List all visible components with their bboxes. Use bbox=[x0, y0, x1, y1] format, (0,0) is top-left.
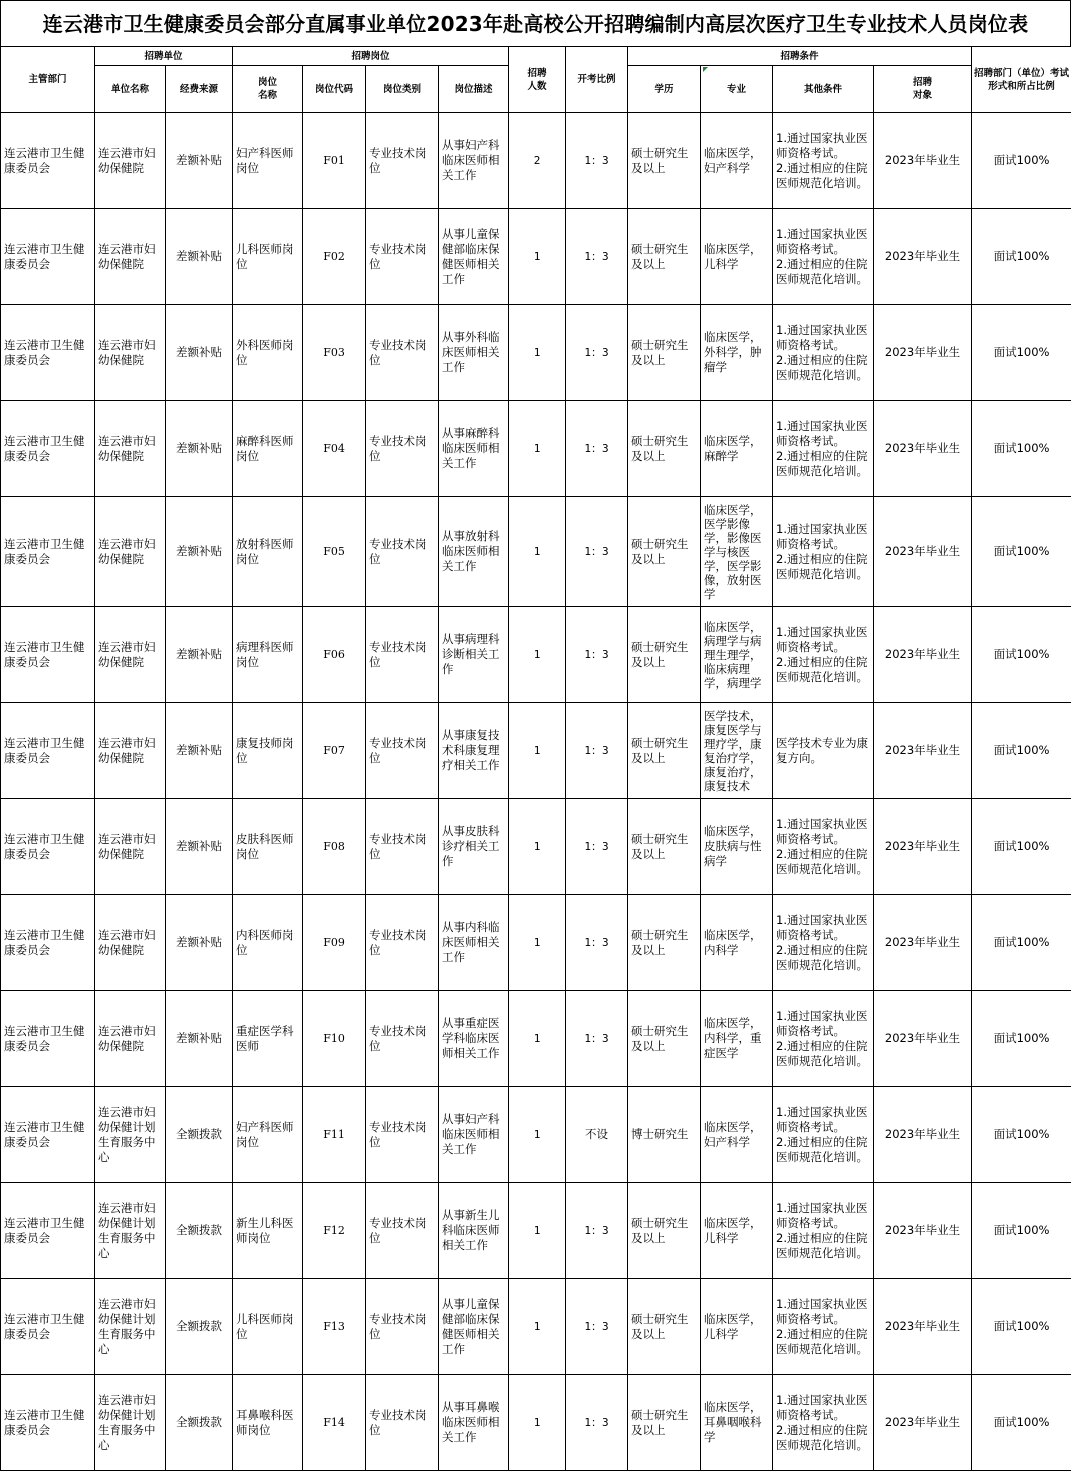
header-unit-group: 招聘单位 bbox=[95, 47, 233, 66]
count-cell: 1 bbox=[509, 401, 566, 497]
type-cell: 专业技术岗位 bbox=[366, 1087, 439, 1183]
type-cell: 专业技术岗位 bbox=[366, 799, 439, 895]
ratio-cell: 1：3 bbox=[566, 401, 628, 497]
funding-cell: 差额补贴 bbox=[166, 703, 233, 799]
major-cell: 临床医学，麻醉学 bbox=[701, 401, 773, 497]
dept-cell: 连云港市卫生健康委员会 bbox=[1, 1087, 95, 1183]
header-post-name: 岗位 名称 bbox=[233, 66, 303, 113]
exam-cell: 面试100% bbox=[972, 703, 1071, 799]
funding-cell: 差额补贴 bbox=[166, 401, 233, 497]
edu-cell: 硕士研究生及以上 bbox=[628, 401, 701, 497]
post-cell: 麻醉科医师岗位 bbox=[233, 401, 303, 497]
count-cell: 1 bbox=[509, 703, 566, 799]
desc-cell: 从事内科临床医师相关工作 bbox=[439, 895, 509, 991]
type-cell: 专业技术岗位 bbox=[366, 209, 439, 305]
header-post-group: 招聘岗位 bbox=[233, 47, 509, 66]
desc-cell: 从事麻醉科临床医师相关工作 bbox=[439, 401, 509, 497]
count-cell: 1 bbox=[509, 1279, 566, 1375]
unit-cell: 连云港市妇幼保健计划生育服务中心 bbox=[95, 1375, 166, 1471]
post-cell: 放射科医师岗位 bbox=[233, 497, 303, 607]
code-cell: F07 bbox=[303, 703, 366, 799]
ratio-cell: 1：3 bbox=[566, 607, 628, 703]
type-cell: 专业技术岗位 bbox=[366, 607, 439, 703]
dept-cell: 连云港市卫生健康委员会 bbox=[1, 799, 95, 895]
major-cell: 临床医学，儿科学 bbox=[701, 209, 773, 305]
post-cell: 皮肤科医师岗位 bbox=[233, 799, 303, 895]
major-cell: 临床医学，内科学，重症医学 bbox=[701, 991, 773, 1087]
ratio-cell: 1：3 bbox=[566, 703, 628, 799]
desc-cell: 从事妇产科临床医师相关工作 bbox=[439, 1087, 509, 1183]
other-cell: 1.通过国家执业医师资格考试。 2.通过相应的住院医师规范化培训。 bbox=[773, 401, 874, 497]
target-cell: 2023年毕业生 bbox=[874, 1087, 972, 1183]
dept-cell: 连云港市卫生健康委员会 bbox=[1, 401, 95, 497]
code-cell: F08 bbox=[303, 799, 366, 895]
header-exam: 招聘部门（单位）考试形式和所占比例 bbox=[972, 47, 1071, 113]
funding-cell: 全额拨款 bbox=[166, 1183, 233, 1279]
ratio-cell: 1：3 bbox=[566, 1375, 628, 1471]
unit-cell: 连云港市妇幼保健院 bbox=[95, 497, 166, 607]
unit-cell: 连云港市妇幼保健计划生育服务中心 bbox=[95, 1279, 166, 1375]
unit-cell: 连云港市妇幼保健院 bbox=[95, 799, 166, 895]
table-row bbox=[1, 1183, 1071, 1279]
post-cell: 康复技师岗位 bbox=[233, 703, 303, 799]
exam-cell: 面试100% bbox=[972, 991, 1071, 1087]
major-cell: 临床医学，妇产科学 bbox=[701, 1087, 773, 1183]
header-cond-group: 招聘条件 bbox=[628, 47, 972, 66]
count-cell: 2 bbox=[509, 113, 566, 209]
major-cell: 临床医学，皮肤病与性病学 bbox=[701, 799, 773, 895]
header-major: 专业 bbox=[701, 66, 773, 113]
dept-cell: 连云港市卫生健康委员会 bbox=[1, 305, 95, 401]
code-cell: F12 bbox=[303, 1183, 366, 1279]
desc-cell: 从事妇产科临床医师相关工作 bbox=[439, 113, 509, 209]
table-row bbox=[1, 895, 1071, 991]
exam-cell: 面试100% bbox=[972, 895, 1071, 991]
other-cell: 1.通过国家执业医师资格考试。 2.通过相应的住院医师规范化培训。 bbox=[773, 1279, 874, 1375]
unit-cell: 连云港市妇幼保健院 bbox=[95, 895, 166, 991]
table-row bbox=[1, 305, 1071, 401]
major-cell: 临床医学，内科学 bbox=[701, 895, 773, 991]
desc-cell: 从事康复技术科康复理疗相关工作 bbox=[439, 703, 509, 799]
type-cell: 专业技术岗位 bbox=[366, 1183, 439, 1279]
target-cell: 2023年毕业生 bbox=[874, 1375, 972, 1471]
major-cell: 临床医学，耳鼻咽喉科学 bbox=[701, 1375, 773, 1471]
target-cell: 2023年毕业生 bbox=[874, 1279, 972, 1375]
other-cell: 1.通过国家执业医师资格考试。 2.通过相应的住院医师规范化培训。 bbox=[773, 1375, 874, 1471]
funding-cell: 全额拨款 bbox=[166, 1087, 233, 1183]
type-cell: 专业技术岗位 bbox=[366, 1279, 439, 1375]
edu-cell: 硕士研究生及以上 bbox=[628, 1279, 701, 1375]
other-cell: 1.通过国家执业医师资格考试。 2.通过相应的住院医师规范化培训。 bbox=[773, 799, 874, 895]
post-cell: 儿科医师岗位 bbox=[233, 1279, 303, 1375]
edu-cell: 硕士研究生及以上 bbox=[628, 113, 701, 209]
code-cell: F09 bbox=[303, 895, 366, 991]
table-row bbox=[1, 209, 1071, 305]
ratio-cell: 1：3 bbox=[566, 305, 628, 401]
table-row bbox=[1, 799, 1071, 895]
desc-cell: 从事外科临床医师相关工作 bbox=[439, 305, 509, 401]
target-cell: 2023年毕业生 bbox=[874, 497, 972, 607]
funding-cell: 差额补贴 bbox=[166, 799, 233, 895]
funding-cell: 全额拨款 bbox=[166, 1279, 233, 1375]
major-cell: 临床医学，妇产科学 bbox=[701, 113, 773, 209]
edu-cell: 博士研究生 bbox=[628, 1087, 701, 1183]
count-cell: 1 bbox=[509, 991, 566, 1087]
type-cell: 专业技术岗位 bbox=[366, 305, 439, 401]
exam-cell: 面试100% bbox=[972, 401, 1071, 497]
unit-cell: 连云港市妇幼保健院 bbox=[95, 113, 166, 209]
code-cell: F14 bbox=[303, 1375, 366, 1471]
count-cell: 1 bbox=[509, 607, 566, 703]
unit-cell: 连云港市妇幼保健计划生育服务中心 bbox=[95, 1183, 166, 1279]
code-cell: F11 bbox=[303, 1087, 366, 1183]
dept-cell: 连云港市卫生健康委员会 bbox=[1, 497, 95, 607]
other-cell: 医学技术专业为康复方向。 bbox=[773, 703, 874, 799]
post-cell: 内科医师岗位 bbox=[233, 895, 303, 991]
count-cell: 1 bbox=[509, 895, 566, 991]
count-cell: 1 bbox=[509, 1375, 566, 1471]
major-cell: 临床医学，外科学，肿瘤学 bbox=[701, 305, 773, 401]
type-cell: 专业技术岗位 bbox=[366, 401, 439, 497]
desc-cell: 从事新生儿科临床医师相关工作 bbox=[439, 1183, 509, 1279]
unit-cell: 连云港市妇幼保健院 bbox=[95, 991, 166, 1087]
unit-cell: 连云港市妇幼保健院 bbox=[95, 703, 166, 799]
header-edu: 学历 bbox=[628, 66, 701, 113]
table-row bbox=[1, 1087, 1071, 1183]
ratio-cell: 1：3 bbox=[566, 497, 628, 607]
header-other: 其他条件 bbox=[773, 66, 874, 113]
edu-cell: 硕士研究生及以上 bbox=[628, 991, 701, 1087]
target-cell: 2023年毕业生 bbox=[874, 1183, 972, 1279]
code-cell: F05 bbox=[303, 497, 366, 607]
unit-cell: 连云港市妇幼保健院 bbox=[95, 607, 166, 703]
exam-cell: 面试100% bbox=[972, 1375, 1071, 1471]
dept-cell: 连云港市卫生健康委员会 bbox=[1, 1183, 95, 1279]
type-cell: 专业技术岗位 bbox=[366, 991, 439, 1087]
post-cell: 病理科医师岗位 bbox=[233, 607, 303, 703]
dept-cell: 连云港市卫生健康委员会 bbox=[1, 991, 95, 1087]
code-cell: F03 bbox=[303, 305, 366, 401]
unit-cell: 连云港市妇幼保健计划生育服务中心 bbox=[95, 1087, 166, 1183]
dept-cell: 连云港市卫生健康委员会 bbox=[1, 1279, 95, 1375]
other-cell: 1.通过国家执业医师资格考试。 2.通过相应的住院医师规范化培训。 bbox=[773, 895, 874, 991]
exam-cell: 面试100% bbox=[972, 209, 1071, 305]
ratio-cell: 1：3 bbox=[566, 799, 628, 895]
count-cell: 1 bbox=[509, 1183, 566, 1279]
table-row bbox=[1, 991, 1071, 1087]
positions-table bbox=[0, 46, 1071, 1471]
table-row bbox=[1, 703, 1071, 799]
edu-cell: 硕士研究生及以上 bbox=[628, 703, 701, 799]
dept-cell: 连云港市卫生健康委员会 bbox=[1, 113, 95, 209]
dept-cell: 连云港市卫生健康委员会 bbox=[1, 1375, 95, 1471]
exam-cell: 面试100% bbox=[972, 1279, 1071, 1375]
table-row bbox=[1, 607, 1071, 703]
post-cell: 耳鼻喉科医师岗位 bbox=[233, 1375, 303, 1471]
table-row bbox=[1, 1279, 1071, 1375]
desc-cell: 从事耳鼻喉临床医师相关工作 bbox=[439, 1375, 509, 1471]
ratio-cell: 1：3 bbox=[566, 113, 628, 209]
post-cell: 新生儿科医师岗位 bbox=[233, 1183, 303, 1279]
ratio-cell: 1：3 bbox=[566, 209, 628, 305]
desc-cell: 从事放射科临床医师相关工作 bbox=[439, 497, 509, 607]
major-cell: 医学技术，康复医学与理疗学，康复治疗学，康复治疗，康复技术 bbox=[701, 703, 773, 799]
funding-cell: 差额补贴 bbox=[166, 209, 233, 305]
edu-cell: 硕士研究生及以上 bbox=[628, 895, 701, 991]
header-post-desc: 岗位描述 bbox=[439, 66, 509, 113]
header-post-code: 岗位代码 bbox=[303, 66, 366, 113]
desc-cell: 从事重症医学科临床医师相关工作 bbox=[439, 991, 509, 1087]
count-cell: 1 bbox=[509, 209, 566, 305]
table-row bbox=[1, 113, 1071, 209]
desc-cell: 从事皮肤科诊疗相关工作 bbox=[439, 799, 509, 895]
count-cell: 1 bbox=[509, 497, 566, 607]
dept-cell: 连云港市卫生健康委员会 bbox=[1, 607, 95, 703]
header-count: 招聘 人数 bbox=[509, 47, 566, 113]
post-cell: 外科医师岗位 bbox=[233, 305, 303, 401]
ratio-cell: 1：3 bbox=[566, 1183, 628, 1279]
desc-cell: 从事病理科诊断相关工作 bbox=[439, 607, 509, 703]
type-cell: 专业技术岗位 bbox=[366, 703, 439, 799]
header-post-type: 岗位类别 bbox=[366, 66, 439, 113]
exam-cell: 面试100% bbox=[972, 113, 1071, 209]
funding-cell: 全额拨款 bbox=[166, 1375, 233, 1471]
other-cell: 1.通过国家执业医师资格考试。 2.通过相应的住院医师规范化培训。 bbox=[773, 1087, 874, 1183]
target-cell: 2023年毕业生 bbox=[874, 305, 972, 401]
table-row bbox=[1, 1375, 1071, 1471]
ratio-cell: 1：3 bbox=[566, 1279, 628, 1375]
edu-cell: 硕士研究生及以上 bbox=[628, 799, 701, 895]
unit-cell: 连云港市妇幼保健院 bbox=[95, 209, 166, 305]
major-cell: 临床医学，儿科学 bbox=[701, 1279, 773, 1375]
dept-cell: 连云港市卫生健康委员会 bbox=[1, 895, 95, 991]
target-cell: 2023年毕业生 bbox=[874, 401, 972, 497]
exam-cell: 面试100% bbox=[972, 799, 1071, 895]
target-cell: 2023年毕业生 bbox=[874, 209, 972, 305]
funding-cell: 差额补贴 bbox=[166, 497, 233, 607]
exam-cell: 面试100% bbox=[972, 497, 1071, 607]
other-cell: 1.通过国家执业医师资格考试。 2.通过相应的住院医师规范化培训。 bbox=[773, 991, 874, 1087]
count-cell: 1 bbox=[509, 799, 566, 895]
code-cell: F13 bbox=[303, 1279, 366, 1375]
exam-cell: 面试100% bbox=[972, 607, 1071, 703]
funding-cell: 差额补贴 bbox=[166, 305, 233, 401]
count-cell: 1 bbox=[509, 1087, 566, 1183]
code-cell: F10 bbox=[303, 991, 366, 1087]
target-cell: 2023年毕业生 bbox=[874, 113, 972, 209]
post-cell: 重症医学科医师 bbox=[233, 991, 303, 1087]
unit-cell: 连云港市妇幼保健院 bbox=[95, 305, 166, 401]
ratio-cell: 不设 bbox=[566, 1087, 628, 1183]
code-cell: F06 bbox=[303, 607, 366, 703]
funding-cell: 差额补贴 bbox=[166, 895, 233, 991]
edu-cell: 硕士研究生及以上 bbox=[628, 1183, 701, 1279]
target-cell: 2023年毕业生 bbox=[874, 799, 972, 895]
type-cell: 专业技术岗位 bbox=[366, 497, 439, 607]
header-unit-name: 单位名称 bbox=[95, 66, 166, 113]
ratio-cell: 1：3 bbox=[566, 895, 628, 991]
header-dept: 主管部门 bbox=[1, 47, 95, 113]
code-cell: F02 bbox=[303, 209, 366, 305]
target-cell: 2023年毕业生 bbox=[874, 991, 972, 1087]
target-cell: 2023年毕业生 bbox=[874, 895, 972, 991]
code-cell: F01 bbox=[303, 113, 366, 209]
desc-cell: 从事儿童保健部临床保健医师相关工作 bbox=[439, 209, 509, 305]
exam-cell: 面试100% bbox=[972, 305, 1071, 401]
exam-cell: 面试100% bbox=[972, 1183, 1071, 1279]
other-cell: 1.通过国家执业医师资格考试。 2.通过相应的住院医师规范化培训。 bbox=[773, 305, 874, 401]
funding-cell: 差额补贴 bbox=[166, 991, 233, 1087]
page-title: 连云港市卫生健康委员会部分直属事业单位2023年赴高校公开招聘编制内高层次医疗卫生专业技术人员岗位表 bbox=[0, 0, 1071, 46]
post-cell: 妇产科医师岗位 bbox=[233, 1087, 303, 1183]
header-funding: 经费来源 bbox=[166, 66, 233, 113]
edu-cell: 硕士研究生及以上 bbox=[628, 1375, 701, 1471]
other-cell: 1.通过国家执业医师资格考试。 2.通过相应的住院医师规范化培训。 bbox=[773, 607, 874, 703]
post-cell: 妇产科医师岗位 bbox=[233, 113, 303, 209]
other-cell: 1.通过国家执业医师资格考试。 2.通过相应的住院医师规范化培训。 bbox=[773, 497, 874, 607]
desc-cell: 从事儿童保健部临床保健医师相关工作 bbox=[439, 1279, 509, 1375]
other-cell: 1.通过国家执业医师资格考试。 2.通过相应的住院医师规范化培训。 bbox=[773, 209, 874, 305]
exam-cell: 面试100% bbox=[972, 1087, 1071, 1183]
header-ratio: 开考比例 bbox=[566, 47, 628, 113]
header-target: 招聘 对象 bbox=[874, 66, 972, 113]
type-cell: 专业技术岗位 bbox=[366, 1375, 439, 1471]
major-cell: 临床医学，儿科学 bbox=[701, 1183, 773, 1279]
code-cell: F04 bbox=[303, 401, 366, 497]
type-cell: 专业技术岗位 bbox=[366, 895, 439, 991]
major-cell: 临床医学，医学影像学，影像医学与核医学，医学影像，放射医学 bbox=[701, 497, 773, 607]
ratio-cell: 1：3 bbox=[566, 991, 628, 1087]
table-row bbox=[1, 401, 1071, 497]
target-cell: 2023年毕业生 bbox=[874, 607, 972, 703]
target-cell: 2023年毕业生 bbox=[874, 703, 972, 799]
unit-cell: 连云港市妇幼保健院 bbox=[95, 401, 166, 497]
table-row bbox=[1, 497, 1071, 607]
edu-cell: 硕士研究生及以上 bbox=[628, 209, 701, 305]
count-cell: 1 bbox=[509, 305, 566, 401]
table-body bbox=[1, 113, 1071, 1471]
post-cell: 儿科医师岗位 bbox=[233, 209, 303, 305]
dept-cell: 连云港市卫生健康委员会 bbox=[1, 703, 95, 799]
edu-cell: 硕士研究生及以上 bbox=[628, 305, 701, 401]
dept-cell: 连云港市卫生健康委员会 bbox=[1, 209, 95, 305]
edu-cell: 硕士研究生及以上 bbox=[628, 497, 701, 607]
other-cell: 1.通过国家执业医师资格考试。 2.通过相应的住院医师规范化培训。 bbox=[773, 1183, 874, 1279]
funding-cell: 差额补贴 bbox=[166, 113, 233, 209]
funding-cell: 差额补贴 bbox=[166, 607, 233, 703]
edu-cell: 硕士研究生及以上 bbox=[628, 607, 701, 703]
type-cell: 专业技术岗位 bbox=[366, 113, 439, 209]
major-cell: 临床医学，病理学与病理生理学，临床病理学，病理学 bbox=[701, 607, 773, 703]
other-cell: 1.通过国家执业医师资格考试。 2.通过相应的住院医师规范化培训。 bbox=[773, 113, 874, 209]
